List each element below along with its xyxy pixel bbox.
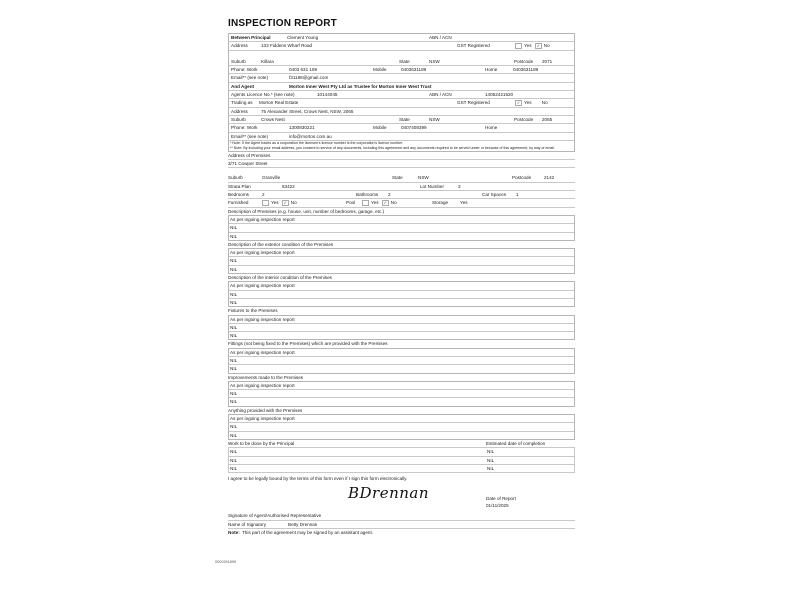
agent-gst-no-label: No <box>541 100 548 106</box>
section-line-text: NIL <box>230 357 238 363</box>
principal-email-row <box>229 74 574 82</box>
strata-plan: 83422 <box>282 183 295 189</box>
signatory-name: Betty Drennan <box>288 521 318 527</box>
furnished-label: Furnished <box>228 200 249 206</box>
licence-note: * Note: If the Agent trades as a corporation the licensee's licence number is the corporation's licence number. <box>230 140 404 145</box>
email-consent-note: ** Note: By including your email address, you consent to service of any documents, including this agreement and any documents required to be served under or because of this agreement, by way of email. <box>230 145 556 150</box>
section-line[interactable] <box>229 382 574 390</box>
signatory-name-label: Name of Signatory <box>228 521 267 527</box>
section-heading-row <box>228 374 575 381</box>
final-note-label: Note: <box>228 530 240 536</box>
date-of-report: 01/11/2025 <box>486 503 509 509</box>
signatory-row <box>228 521 575 529</box>
section-heading-row <box>228 340 575 347</box>
storage-label: Storage <box>432 200 449 206</box>
storage-value: Yes <box>460 200 468 206</box>
work-heading: Work to be done by the Principal <box>228 440 295 446</box>
agent-mobile: 0407408399 <box>401 125 427 131</box>
section-line[interactable] <box>229 233 574 240</box>
principal-postcode: 2071 <box>542 58 553 64</box>
pool-options <box>360 199 397 206</box>
form-id: 0000291899 <box>215 560 237 564</box>
bathrooms-label: Bathrooms <box>356 192 379 198</box>
agent-section-label: And Agent <box>231 83 255 89</box>
principal-home: 0403631189 <box>513 67 539 73</box>
section-heading-row <box>228 241 575 248</box>
agent-mobile-label: Mobile <box>373 125 387 131</box>
section-line[interactable] <box>229 324 574 332</box>
section-line[interactable] <box>229 349 574 357</box>
work-completion-date: NIL <box>487 457 495 463</box>
principal-suburb-row <box>229 58 574 66</box>
section-line-text: As per ingoing inspection report <box>230 382 295 388</box>
section-line-text: NIL <box>230 424 238 430</box>
work-description: NIL <box>230 465 238 471</box>
signature-image: BDrennan <box>348 484 430 503</box>
furnished-options <box>260 199 297 206</box>
agent-address-row <box>229 108 574 116</box>
furnished-no-checkbox[interactable]: ✓ <box>283 200 287 206</box>
section-line-text: As per ingoing inspection report <box>230 316 295 322</box>
principal-state: NSW <box>429 58 440 64</box>
section-heading: Description of Premises (e.g. house, unit, number of bedrooms, garage, etc.) <box>228 208 385 214</box>
section-lines <box>228 348 575 374</box>
pool-label: Pool <box>346 200 356 206</box>
signature-label: Signature of Agent/Authorised Representative <box>228 513 322 519</box>
section-line[interactable] <box>229 398 574 405</box>
premises-state: NSW <box>418 175 429 181</box>
pool-no-checkbox[interactable]: ✓ <box>383 200 387 206</box>
agent-home-label: Home <box>485 125 498 131</box>
furnished-no-label: No <box>290 200 297 206</box>
principal-name: Clement Young <box>287 35 319 40</box>
principal-address-label: Address <box>231 43 248 49</box>
agent-email-label: Email** (see note) <box>231 133 269 139</box>
section-line-text: As per ingoing inspection report <box>230 283 295 289</box>
furnished-yes-label: Yes <box>271 200 279 206</box>
agent-abn-label: ABN / ACN <box>429 92 452 98</box>
section-heading: Fixtures to the Premises <box>228 308 278 314</box>
principal-gst-no-checkbox[interactable]: ✓ <box>536 43 540 49</box>
work-row[interactable] <box>228 448 575 456</box>
agent-trading: Morton Real Estate <box>259 100 299 106</box>
work-description: NIL <box>230 449 238 455</box>
agent-trading-row <box>229 99 574 107</box>
report-title: INSPECTION REPORT <box>228 18 337 29</box>
agent-gst-no-checkbox[interactable] <box>535 101 540 105</box>
bedrooms-label: Bedrooms <box>228 192 249 198</box>
principal-phone-work: 0403 631 189 <box>289 67 318 73</box>
section-line-text: NIL <box>230 299 238 305</box>
agent-suburb-label: Suburb <box>231 116 246 122</box>
section-heading-row <box>228 208 575 215</box>
section-line[interactable] <box>229 390 574 398</box>
principal-address-row <box>229 42 574 50</box>
section-line[interactable] <box>229 365 574 372</box>
agent-gst-label: GST Registered <box>457 100 490 106</box>
final-note-row <box>228 529 575 536</box>
premises-postcode: 2142 <box>544 175 555 181</box>
section-line[interactable] <box>229 266 574 273</box>
signature-label-row <box>228 512 575 520</box>
agent-licence-label: Agents Licence No.* (see note) <box>231 92 295 98</box>
section-line[interactable] <box>229 357 574 365</box>
section-line[interactable] <box>229 216 574 224</box>
section-lines <box>228 315 575 341</box>
agent-phone-work: 1300830221 <box>289 125 315 131</box>
work-heading-row <box>228 440 575 448</box>
section-line-text: NIL <box>230 399 238 405</box>
section-line[interactable] <box>229 299 574 306</box>
agent-licence: 10144045 <box>317 92 338 98</box>
date-of-report-label: Date of Report <box>486 496 516 502</box>
agent-postcode-label: Postcode <box>514 116 534 122</box>
premises-address-label: Address of Premises <box>228 152 271 158</box>
principal-home-label: Home <box>485 67 498 73</box>
section-heading-row <box>228 407 575 414</box>
section-line-text: NIL <box>230 432 238 438</box>
principal-email: f31188@gmail.com <box>289 75 329 81</box>
strata-plan-label: Strata Plan <box>228 183 251 189</box>
final-note: This part of the agreement may be signed by an assistant agent. <box>242 530 373 536</box>
principal-mobile: 0403631189 <box>401 67 427 73</box>
car-spaces-label: Car Spaces <box>482 192 507 198</box>
principal-mobile-label: Mobile <box>373 67 387 73</box>
lot-number: 3 <box>458 183 461 189</box>
agent-gst-yes-checkbox[interactable]: ✓ <box>516 100 521 106</box>
agent-phone-row <box>229 124 574 132</box>
work-rows <box>228 448 575 473</box>
principal-address: 133 Fiddens Wharf Road <box>261 43 313 49</box>
parties-box <box>228 33 575 152</box>
agent-postcode: 2065 <box>542 116 553 122</box>
section-line[interactable] <box>229 332 574 339</box>
pool-no-label: No <box>390 200 397 206</box>
agent-state-label: State <box>399 116 410 122</box>
premises-suburb: Granville <box>262 175 281 181</box>
agent-state: NSW <box>429 116 440 122</box>
agent-trading-label: Trading as <box>231 100 253 106</box>
section-lines <box>228 381 575 407</box>
section-line[interactable] <box>229 291 574 299</box>
section-line-text: NIL <box>230 258 238 264</box>
agent-email: info@morton.com.au <box>289 133 332 139</box>
premises-state-label: State <box>392 175 403 181</box>
agent-phone-work-label: Phone: Work <box>231 125 258 131</box>
principal-abn-label: ABN / ACN <box>429 35 452 40</box>
section-line[interactable] <box>229 432 574 439</box>
principal-suburb-label: Suburb <box>231 58 246 64</box>
inspection-report <box>228 18 575 536</box>
section-line[interactable] <box>229 423 574 431</box>
principal-phone-row <box>229 66 574 74</box>
agent-abn: 14052421520 <box>485 92 514 98</box>
premises-postcode-label: Postcode <box>512 175 532 181</box>
section-line[interactable] <box>229 224 574 232</box>
section-line[interactable] <box>229 249 574 257</box>
agent-gst-yes-label: Yes <box>524 100 532 106</box>
premises-address-row <box>228 160 575 168</box>
section-line-text: As per ingoing inspection report <box>230 349 295 355</box>
section-line-text: NIL <box>230 233 238 239</box>
section-heading-row <box>228 307 575 314</box>
work-description: NIL <box>230 457 238 463</box>
section-heading: Description of the exterior condition of the Premises <box>228 241 334 247</box>
pool-yes-label: Yes <box>371 200 379 206</box>
pool-yes-checkbox[interactable] <box>362 200 369 206</box>
section-line[interactable] <box>229 282 574 290</box>
principal-email-label: Email** (see note) <box>231 75 269 81</box>
principal-blank-row <box>229 51 574 58</box>
principal-postcode-label: Postcode <box>514 58 534 64</box>
premises-address-label-row <box>228 152 575 160</box>
section-lines <box>228 281 575 307</box>
agent-licence-row <box>229 91 574 99</box>
premises-strata-row <box>228 183 575 191</box>
section-heading-row <box>228 274 575 281</box>
section-heading: Improvements made to the Premises <box>228 374 304 380</box>
section-lines <box>228 248 575 274</box>
premises-rooms-row <box>228 191 575 199</box>
agent-row <box>229 83 574 91</box>
work-row[interactable] <box>228 457 575 465</box>
section-line[interactable] <box>229 316 574 324</box>
section-lines <box>228 215 575 241</box>
section-line-text: NIL <box>230 324 238 330</box>
section-line-text: As per ingoing inspection report <box>230 416 295 422</box>
premises-suburb-row <box>228 174 575 182</box>
lot-number-label: Lot Number <box>420 183 445 189</box>
principal-phone-work-label: Phone: Work <box>231 67 258 73</box>
section-heading: Description of the interior condition of the Premises <box>228 275 332 281</box>
agent-address-label: Address <box>231 108 248 114</box>
section-line-text: NIL <box>230 391 238 397</box>
agent-email-row <box>229 133 574 141</box>
section-line-text: NIL <box>230 333 238 339</box>
section-lines <box>228 414 575 440</box>
principal-state-label: State <box>399 58 410 64</box>
principal-gst-label: GST Registered <box>457 43 490 49</box>
agent-gst-options <box>513 99 548 106</box>
premises-address: 3/71 Cowper Street <box>228 161 268 167</box>
agent-name: Morton Inner West Pty Ltd as Trustee for Morton Inner West Trust <box>289 83 432 89</box>
premises-features-row <box>228 199 575 207</box>
section-line[interactable] <box>229 257 574 265</box>
bedrooms-value: 2 <box>262 192 265 198</box>
section-line-text: As per ingoing inspection report <box>230 216 295 222</box>
principal-gst-yes-checkbox[interactable] <box>515 43 522 49</box>
work-completion-date: NIL <box>487 449 495 455</box>
agent-address: 75 Alexander Street, Crows Nest, NSW, 2065 <box>261 108 354 114</box>
agent-suburb: Crows Nest <box>261 116 285 122</box>
section-line-text: NIL <box>230 366 238 372</box>
section-line-text: NIL <box>230 266 238 272</box>
agreement-text: I agree to be legally bound by the terms of this form even if I sign this form electronically. <box>228 476 408 482</box>
principal-gst-yes-label: Yes <box>524 43 532 49</box>
section-heading: Anything provided with the Premises <box>228 407 303 413</box>
furnished-yes-checkbox[interactable] <box>262 200 269 206</box>
condition-sections <box>228 208 575 440</box>
section-heading: Fittings (not being fixed to the Premises) which are provided with the Premises <box>228 341 388 347</box>
agent-suburb-row <box>229 116 574 124</box>
completion-date-heading: Estimated date of completion <box>486 440 546 446</box>
principal-section-label: Between Principal <box>231 35 271 40</box>
principal-gst-no-label: No <box>543 43 550 49</box>
bathrooms-value: 2 <box>388 192 391 198</box>
section-line-text: NIL <box>230 291 238 297</box>
section-line[interactable] <box>229 415 574 423</box>
signature-area <box>228 482 575 512</box>
section-line-text: NIL <box>230 225 238 231</box>
section-line-text: As per ingoing inspection report <box>230 250 295 256</box>
principal-gst-options <box>513 42 550 49</box>
principal-row <box>229 34 574 42</box>
principal-suburb: Killara <box>261 58 274 64</box>
car-spaces-value: 1 <box>516 192 519 198</box>
work-completion-date: NIL <box>487 465 495 471</box>
premises-suburb-label: Suburb <box>228 175 243 181</box>
